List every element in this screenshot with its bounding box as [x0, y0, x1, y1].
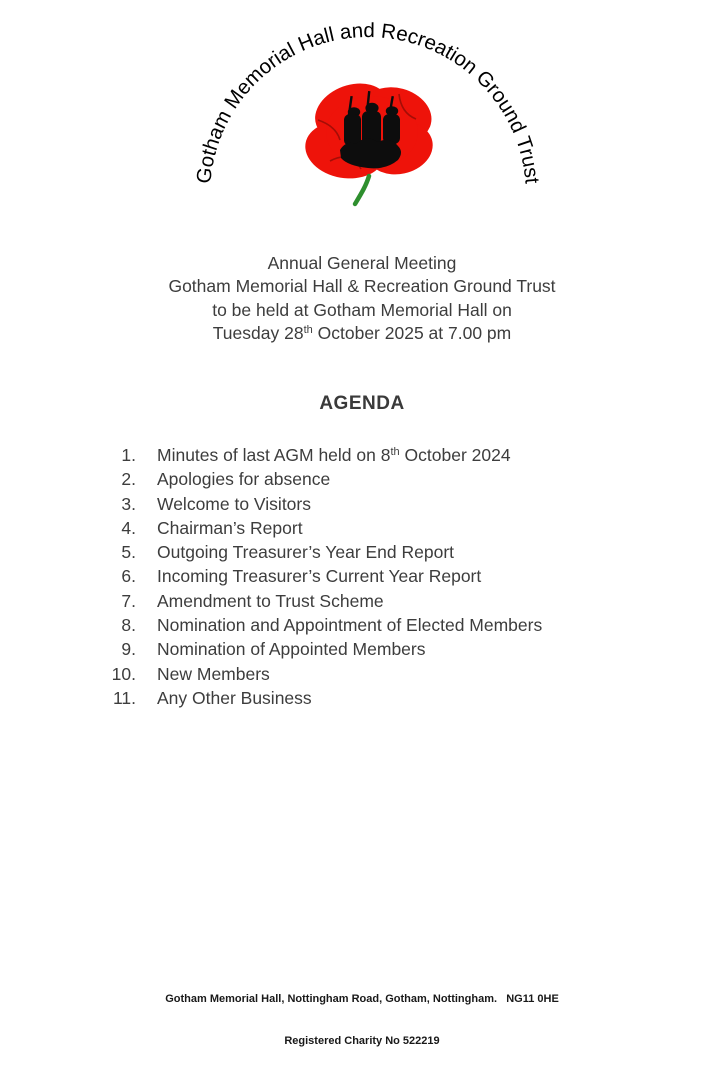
footer-charity-number: Registered Charity No 522219	[284, 1035, 440, 1047]
agenda-item	[0, 516, 724, 540]
agenda-item	[0, 589, 724, 613]
footer-address: Gotham Memorial Hall, Nottingham Road, Gotham, Nottingham. NG11 0HE	[165, 993, 559, 1005]
agenda-item-text: Apologies for absence	[157, 469, 331, 490]
ordinal-superscript: th	[303, 324, 313, 337]
agenda-item-number: 5.	[121, 542, 136, 563]
agenda-item	[0, 467, 724, 491]
agenda-item-text: Outgoing Treasurer’s Year End Report	[157, 542, 455, 563]
meeting-venue: to be held at Gotham Memorial Hall on	[212, 299, 512, 320]
agenda-item	[0, 564, 724, 588]
agenda-item-text: Nomination of Appointed Members	[157, 639, 426, 660]
ordinal-superscript: th	[390, 446, 400, 458]
agenda-item-number: 7.	[121, 590, 136, 611]
agenda-item-text: Chairman’s Report	[157, 517, 303, 538]
agenda-item-number: 2.	[121, 469, 136, 490]
agenda-item-number: 6.	[121, 566, 136, 587]
meeting-details	[0, 252, 724, 349]
agenda-item-number: 9.	[121, 639, 136, 660]
agenda-item-number: 1.	[121, 445, 136, 465]
agenda-list	[0, 443, 724, 710]
agenda-item-number: 11.	[112, 687, 136, 708]
agenda-item	[0, 686, 724, 710]
arc-title-text: Gotham Memorial Hall and Recreation Ground Trust	[192, 18, 544, 185]
agenda-item-text: Minutes of last AGM held on 8th October 2024	[157, 445, 511, 465]
agenda-item	[0, 662, 724, 686]
agenda-item	[0, 613, 724, 637]
trust-logo	[0, 0, 724, 235]
poppy-stem-icon	[355, 176, 369, 204]
agenda-item-text: Incoming Treasurer’s Current Year Report	[157, 566, 482, 587]
meeting-org: Gotham Memorial Hall & Recreation Ground Trust	[168, 276, 556, 297]
agenda-item	[0, 492, 724, 516]
agenda-item-text: Nomination and Appointment of Elected Members	[157, 615, 543, 636]
agenda-item	[0, 540, 724, 564]
meeting-title: Annual General Meeting	[267, 253, 457, 273]
agenda-item-text: Welcome to Visitors	[157, 493, 311, 514]
agenda-item-number: 4.	[121, 517, 136, 538]
agenda-item-number: 10.	[111, 663, 136, 684]
agenda-heading: AGENDA	[319, 393, 405, 414]
agenda-item-number: 8.	[121, 615, 136, 636]
agenda-item-text: New Members	[157, 663, 270, 684]
agenda-item-text: Amendment to Trust Scheme	[157, 590, 384, 611]
agenda-item-number: 3.	[121, 493, 136, 514]
agenda-item-text: Any Other Business	[157, 687, 312, 708]
agenda-item	[0, 637, 724, 661]
document-footer	[0, 964, 724, 1076]
meeting-datetime: Tuesday 28th October 2025 at 7.00 pm	[212, 323, 512, 344]
agenda-item	[0, 443, 724, 467]
